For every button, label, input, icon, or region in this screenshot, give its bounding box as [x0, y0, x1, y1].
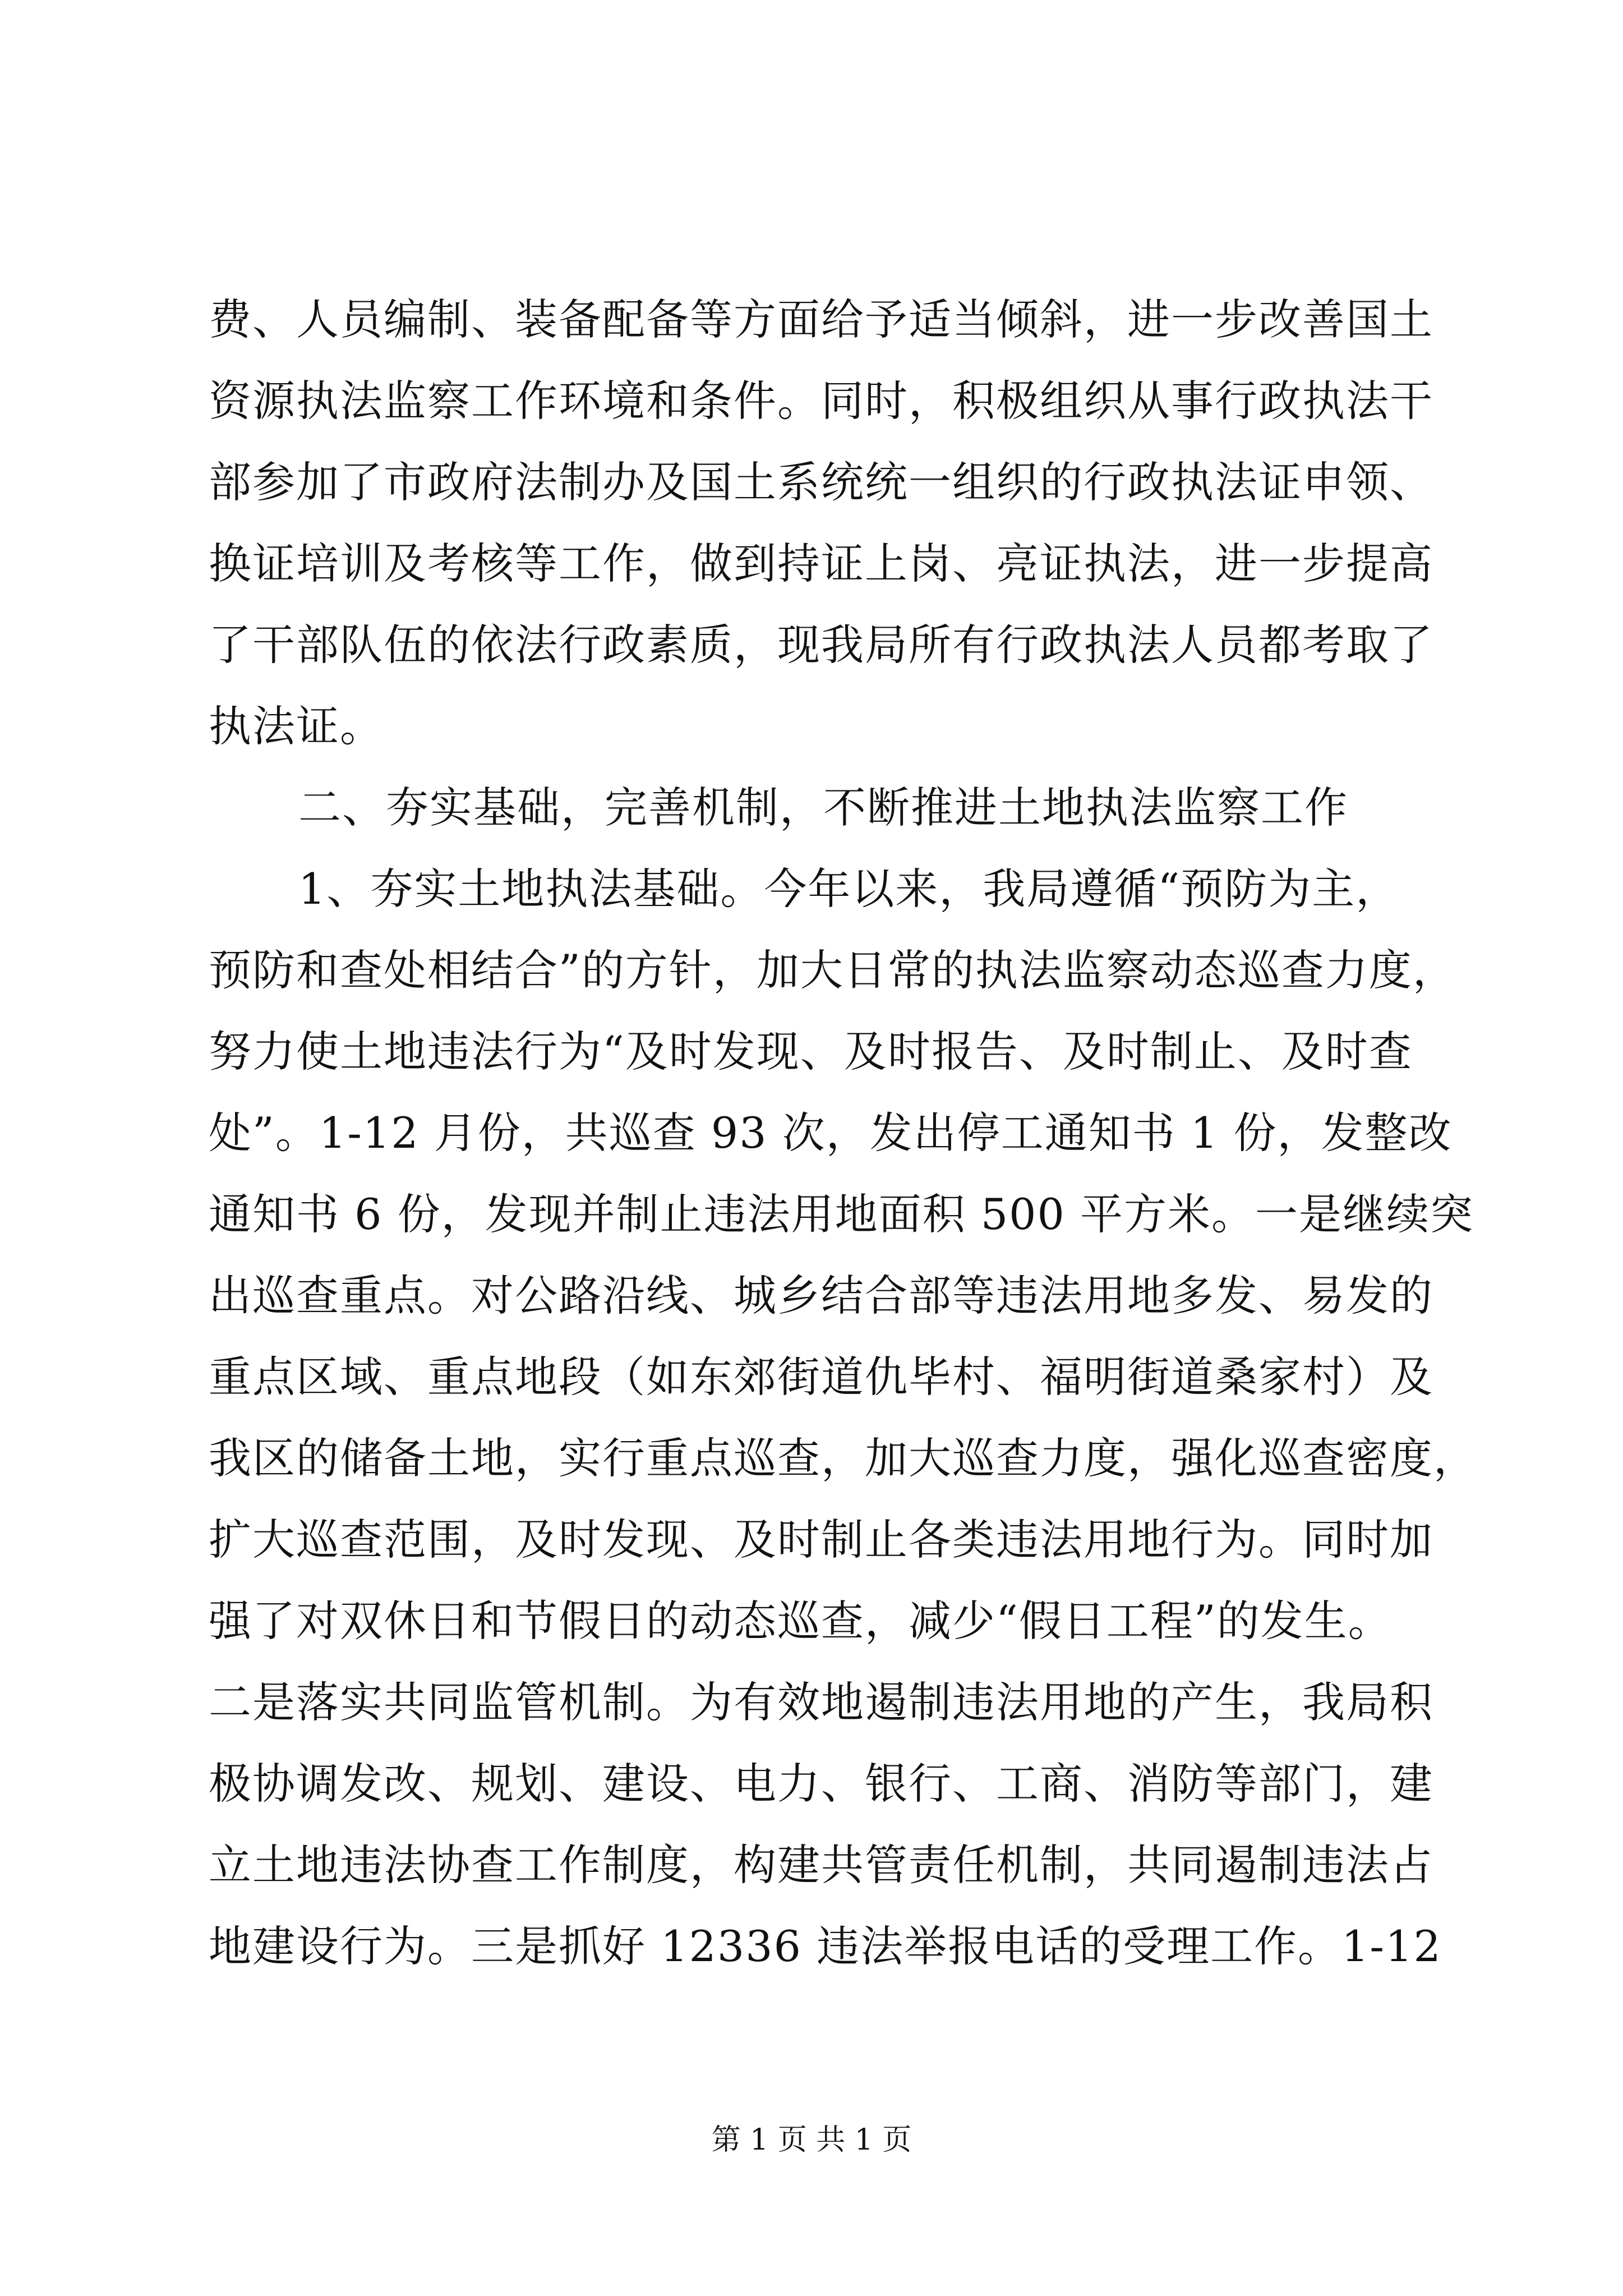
text-line: 资源执法监察工作环境和条件。同时，积极组织从事行政执法干	[209, 376, 1433, 426]
text-line: 部参加了市政府法制办及国土系统统一组织的行政执法证申领、	[209, 457, 1433, 507]
text-line: 换证培训及考核等工作，做到持证上岗、亮证执法，进一步提高	[209, 539, 1433, 588]
text-line: 通知书 6 份，发现并制止违法用地面积 500 平方米。一是继续突	[209, 1189, 1474, 1239]
text-line: 努力使土地违法行为“及时发现、及时报告、及时制止、及时查	[209, 1027, 1413, 1076]
text-line: 预防和查处相结合”的方针，加大日常的执法监察动态巡查力度，	[209, 945, 1456, 995]
text-line: 立土地违法协查工作制度，构建共管责任机制，共同遏制违法占	[209, 1840, 1433, 1890]
text-line: 出巡查重点。对公路沿线、城乡结合部等违法用地多发、易发的	[209, 1271, 1433, 1320]
text-line: 二是落实共同监管机制。为有效地遏制违法用地的产生，我局积	[209, 1677, 1433, 1727]
text-line: 我区的储备土地，实行重点巡查，加大巡查力度，强化巡查密度，	[209, 1433, 1477, 1483]
text-line: 执法证。	[209, 701, 384, 751]
text-line: 重点区域、重点地段（如东郊街道仇毕村、福明街道桑家村）及	[209, 1352, 1433, 1402]
text-line: 1、夯实土地执法基础。今年以来，我局遵循“预防为主，	[298, 864, 1400, 914]
section-heading: 二、夯实基础，完善机制，不断推进土地执法监察工作	[298, 783, 1348, 832]
text-line: 处”。1-12 月份，共巡查 93 次，发出停工通知书 1 份，发整改	[209, 1108, 1453, 1158]
text-line: 极协调发改、规划、建设、电力、银行、工商、消防等部门，建	[209, 1759, 1433, 1809]
text-line: 了干部队伍的依法行政素质，现我局所有行政执法人员都考取了	[209, 620, 1433, 670]
text-line: 地建设行为。三是抓好 12336 违法举报电话的受理工作。1-12	[209, 1921, 1442, 1971]
text-line: 扩大巡查范围，及时发现、及时制止各类违法用地行为。同时加	[209, 1515, 1433, 1565]
text-line: 费、人员编制、装备配备等方面给予适当倾斜，进一步改善国土	[209, 295, 1433, 344]
text-line: 强了对双休日和节假日的动态巡查，减少“假日工程”的发生。	[209, 1596, 1392, 1646]
page-footer: 第 1 页 共 1 页	[711, 2123, 912, 2157]
